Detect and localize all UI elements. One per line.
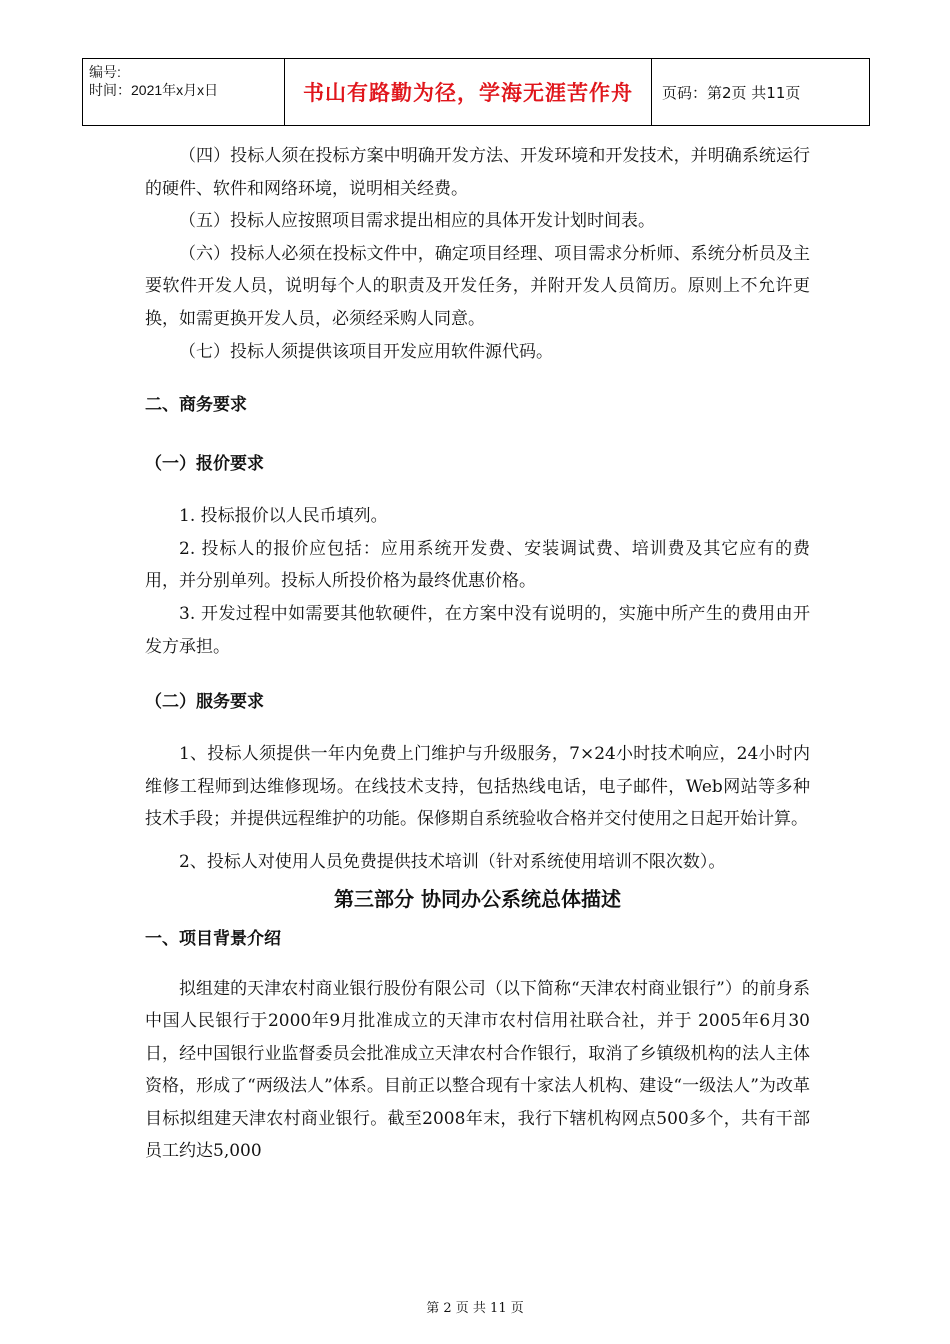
- subsection-quote-title: （一）报价要求: [145, 454, 264, 475]
- paragraph-5: （五）投标人应按照项目需求提出相应的具体开发计划时间表。: [179, 211, 655, 232]
- header-motto: 书山有路勤为径，学海无涯苦作舟: [285, 59, 652, 125]
- header-meta: [83, 59, 285, 125]
- header-page-info: 页码：第2页 共11页: [662, 83, 801, 102]
- project-background-body: 拟组建的天津农村商业银行股份有限公司（以下简称“天津农村商业银行”）的前身系中国人民银行于2000年9月批准成立的天津市农村信用社联合社，并于 2005年6月30日，经中国银行业监督委员会批准成立天津农村合作银行，取消了乡镇级机构的法人主体资格，形成了“两级法人”体系。目前正以整合现有十家法人机构、建设“一级法人”为改革目标拟组建天津农村商业银行。截至2008年末，我行下辖机构网点500多个，共有干部员工约达5,000: [145, 978, 810, 1162]
- quote-item-3: 3. 开发过程中如需要其他软硬件，在方案中没有说明的，实施中所产生的费用由开发方承担。: [145, 603, 810, 657]
- quote-item-1: 1. 投标报价以人民币填列。: [179, 506, 388, 527]
- paragraph-7: （七）投标人须提供该项目开发应用软件源代码。: [179, 341, 553, 362]
- service-item-1: 1、投标人须提供一年内免费上门维护与升级服务，7×24小时技术响应，24小时内维修工程师到达维修现场。在线技术支持，包括热线电话，电子邮件，Web网站等多种技术手段；并提供远程维护的功能。保修期自系统验收合格并交付使用之日起开始计算。: [145, 744, 810, 830]
- page-footer: 第 2 页 共 11 页: [426, 1301, 524, 1316]
- doc-time-label: 时间：2021年x月x日: [89, 82, 219, 98]
- document-body: [145, 140, 810, 1168]
- paragraph-4: （四）投标人须在投标方案中明确开发方法、开发环境和开发技术，并明确系统运行的硬件、软件和网络环境，说明相关经费。: [145, 146, 810, 199]
- project-background-title: 一、项目背景介绍: [145, 928, 281, 949]
- quote-item-2: 2. 投标人的报价应包括：应用系统开发费、安装调试费、培训费及其它应有的费用，并分别单列。投标人所投价格为最终优惠价格。: [145, 538, 810, 592]
- subsection-service-title: （二）服务要求: [145, 692, 264, 713]
- part-3-title: 第三部分 协同办公系统总体描述: [334, 886, 621, 911]
- paragraph-6: （六）投标人必须在投标文件中，确定项目经理、项目需求分析师、系统分析员及主要软件开发人员，说明每个人的职责及开发任务，并附开发人员简历。原则上不允许更换，如需更换开发人员，必须经采购人同意。: [145, 243, 810, 329]
- header-table: [82, 58, 870, 126]
- section-2-title: 二、商务要求: [145, 395, 247, 416]
- doc-number-label: 编号:: [89, 64, 121, 80]
- service-item-2: 2、投标人对使用人员免费提供技术培训（针对系统使用培训不限次数）。: [179, 851, 726, 872]
